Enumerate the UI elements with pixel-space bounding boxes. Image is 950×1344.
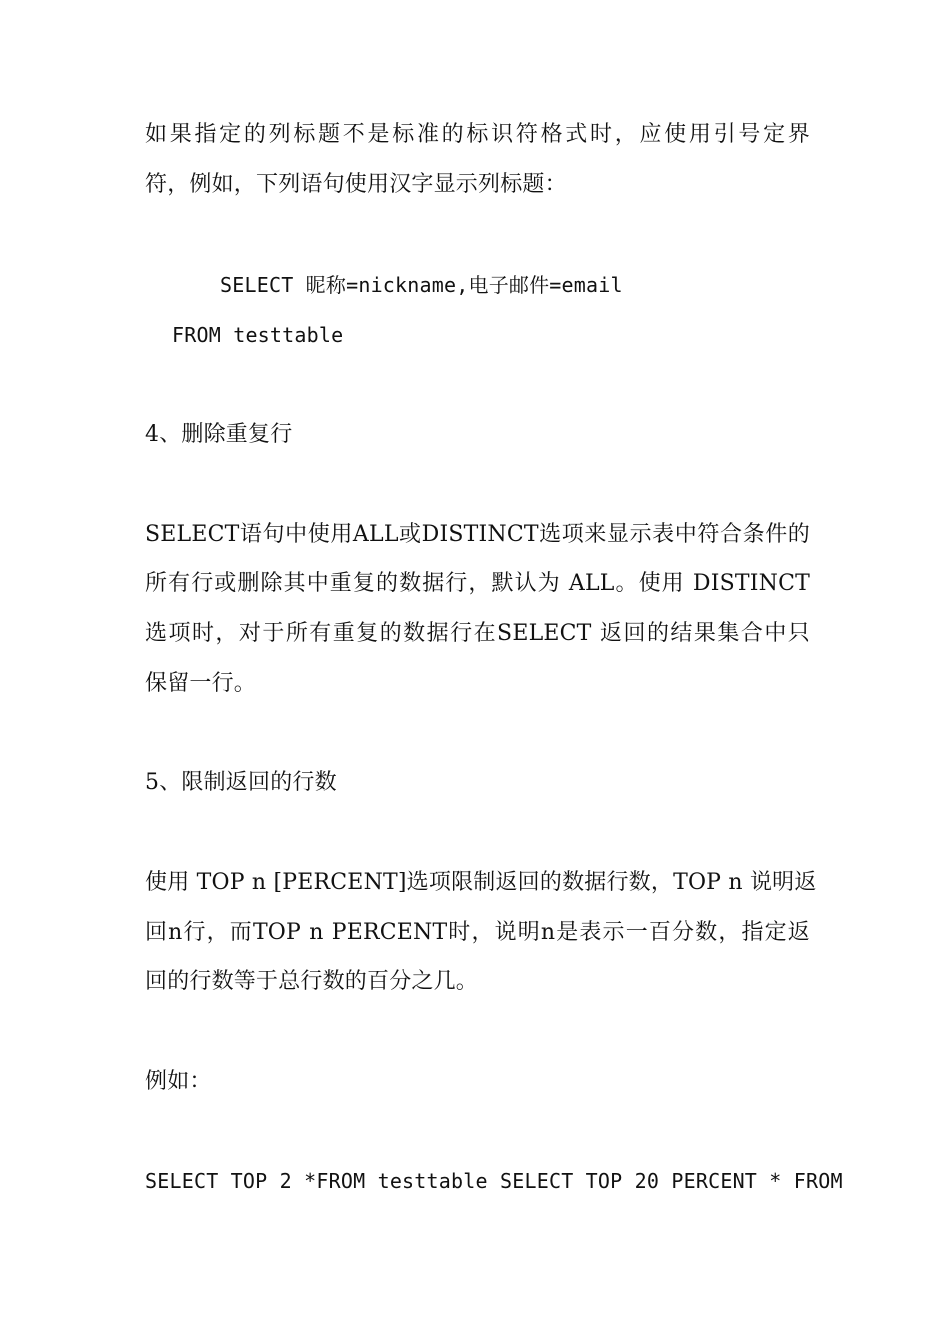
paragraph-line: 选项时，对于所有重复的数据行在SELECT 返回的结果集合中只	[145, 621, 810, 646]
code-line: SELECT 昵称=nickname,电子邮件=email	[220, 273, 623, 297]
section-heading: 5、限制返回的行数	[145, 770, 337, 795]
paragraph-line: 回n行，而TOP n PERCENT时，说明n是表示一百分数，指定返	[145, 920, 810, 945]
paragraph-line: SELECT语句中使用ALL或DISTINCT选项来显示表中符合条件的	[145, 522, 810, 547]
paragraph-line: 使用 TOP n [PERCENT]选项限制返回的数据行数，TOP n 说明返	[145, 870, 817, 895]
paragraph-line: 保留一行。	[145, 671, 257, 696]
paragraph-line: 回的行数等于总行数的百分之几。	[145, 969, 479, 994]
paragraph-line: 符，例如，下列语句使用汉字显示列标题：	[145, 172, 567, 197]
section-heading: 4、删除重复行	[145, 422, 293, 447]
paragraph-line: 如果指定的列标题不是标准的标识符格式时，应使用引号定界	[145, 122, 810, 147]
paragraph-line: 所有行或删除其中重复的数据行，默认为 ALL。使用 DISTINCT	[145, 571, 810, 596]
example-label: 例如：	[145, 1069, 212, 1094]
code-line: SELECT TOP 2 *FROM testtable SELECT TOP 20 PERCENT * FROM	[145, 1169, 843, 1193]
code-line: FROM testtable	[172, 323, 344, 347]
